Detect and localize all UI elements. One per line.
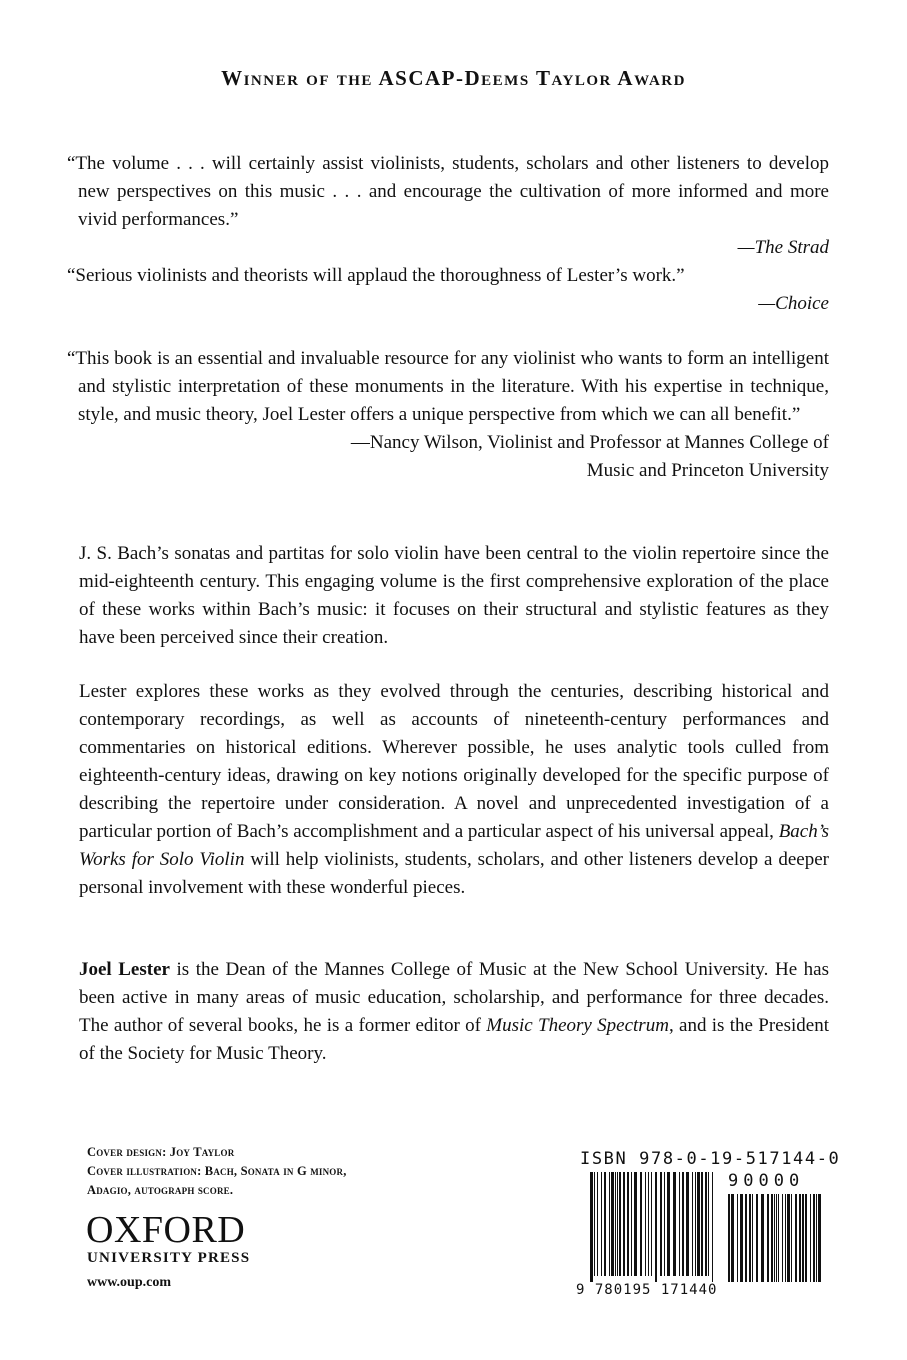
barcode-addon-bar [802, 1194, 804, 1282]
publisher-url: www.oup.com [87, 1275, 172, 1290]
barcode-bar [679, 1172, 680, 1276]
barcode-bar [682, 1172, 684, 1276]
publisher-subtitle: UNIVERSITY PRESS [87, 1250, 251, 1266]
barcode-addon-bar [771, 1194, 773, 1282]
barcode-bar [651, 1172, 652, 1276]
barcode-addon-bar [774, 1194, 775, 1282]
quote-text: “The volume . . . will certainly assist violinists, students, scholars and other listeners to develop new perspectives on this music . . . and encourage the cultivation of more informed and more vivid performances.” [67, 153, 829, 230]
barcode-addon-bar [805, 1194, 807, 1282]
barcode-bar [667, 1172, 670, 1276]
cover-illustration-credit-cont: Adagio, autograph score. [87, 1183, 234, 1197]
barcode-addon-bar [818, 1194, 821, 1282]
barcode-addon-bar [761, 1194, 764, 1282]
barcode-bar [673, 1172, 676, 1276]
barcode-bar [590, 1172, 593, 1282]
barcode-addon-bar [795, 1194, 797, 1282]
barcode-addon-bar [785, 1194, 786, 1282]
barcode-bar [619, 1172, 621, 1276]
barcode-bar [695, 1172, 696, 1276]
barcode-bar [692, 1172, 693, 1276]
barcode-bar [627, 1172, 629, 1276]
review-quote-strad [67, 150, 829, 262]
price-code: 90000 [728, 1171, 805, 1191]
barcode-addon-bar [752, 1194, 753, 1282]
barcode-bar [660, 1172, 662, 1276]
barcode-bar [597, 1172, 598, 1276]
barcode-addon-bar [740, 1194, 743, 1282]
barcode-bar [609, 1172, 610, 1276]
barcode-bar [617, 1172, 618, 1276]
barcode-bar [611, 1172, 614, 1276]
barcode-bar [631, 1172, 632, 1276]
review-quote-wilson [67, 345, 829, 485]
barcode-addon-bar [791, 1194, 792, 1282]
barcode-bar [604, 1172, 606, 1276]
barcode-addon-bar [737, 1194, 738, 1282]
cover-credits [87, 1143, 347, 1200]
barcode-bar [697, 1172, 700, 1276]
publisher-logo: OXFORD [86, 1209, 246, 1251]
barcode-addon-bar [778, 1194, 779, 1282]
barcode-bar [686, 1172, 689, 1276]
barcode-bar [708, 1172, 709, 1276]
barcode-bar [615, 1172, 616, 1276]
barcode-bar [594, 1172, 595, 1276]
quote-source: —The Strad [737, 237, 829, 258]
barcode-bar [601, 1172, 602, 1276]
barcode-bar [705, 1172, 707, 1276]
barcode-addon-bar [813, 1194, 815, 1282]
barcode-bar [664, 1172, 665, 1276]
barcode-addon-bar [756, 1194, 758, 1282]
description-paragraph-1: J. S. Bach’s sonatas and partitas for solo violin have been central to the violin repertoire since the mid-eighteenth century. This engaging volume is the first comprehensive exploration of the place of these works within Bach’s music: it focuses on their structural and stylistic features as they have been perceived since their creation. [79, 543, 829, 648]
quote-source: —Choice [758, 293, 829, 314]
barcode-bar [712, 1172, 713, 1282]
barcode-bar [640, 1172, 642, 1276]
barcode-bar [701, 1172, 703, 1276]
review-quote-choice [67, 262, 829, 318]
barcode-addon-bar [749, 1194, 751, 1282]
barcode-bar [648, 1172, 649, 1276]
barcode-addon-bar [799, 1194, 801, 1282]
author-bio: Joel Lester is the Dean of the Mannes College of Music at the New School University. He has been active in many areas of music education, scholarship, and performance for three decades. The author of several books, he is a former editor of Music Theory Spectrum, and is the President of the Society for Music Theory. [79, 959, 830, 1064]
barcode-addon-bar [728, 1194, 730, 1282]
ean-number: 9 780195 171440 [576, 1282, 718, 1298]
barcode-bar [645, 1172, 646, 1276]
isbn-label: ISBN 978-0-19-517144-0 [580, 1149, 841, 1169]
barcode-addon-bar [816, 1194, 817, 1282]
barcode-addon-bar [745, 1194, 747, 1282]
barcode-bar [655, 1172, 657, 1282]
cover-design-credit: Cover design: Joy Taylor [87, 1145, 235, 1159]
barcode-addon-bar [776, 1194, 777, 1282]
barcode-bar [623, 1172, 625, 1276]
barcode-addon-bar [767, 1194, 769, 1282]
description-paragraph-2: Lester explores these works as they evolved through the centuries, describing historical and contemporary recordings, as well as accounts of nineteenth-century performances and commentaries on historical editions. Wherever possible, he uses analytic tools culled from eighteenth-century ideas, drawing on key notions originally developed for the specific purpose of describing the repertoire under consideration. A novel and unprecedented investigation of a particular portion of Bach’s accomplishment and a particular aspect of his universal appeal, Bach’s Works for Solo Violin will help violinists, students, scholars, and other listeners develop a deeper personal involvement with these wonderful pieces. [79, 681, 830, 898]
quote-text: “Serious violinists and theorists will applaud the thoroughness of Lester’s work.” [67, 265, 685, 286]
barcode-addon-bar [787, 1194, 790, 1282]
barcode-addon-bar [810, 1194, 811, 1282]
barcode-addon-bar [782, 1194, 783, 1282]
author-name: Joel Lester [79, 959, 170, 980]
cover-illustration-credit: Cover illustration: Bach, Sonata in G minor, [87, 1164, 347, 1178]
quote-source: —Nancy Wilson, Violinist and Professor at Mannes College of Music and Princeton University [350, 432, 829, 481]
barcode-bar [634, 1172, 637, 1276]
quote-text: “This book is an essential and invaluable resource for any violinist who wants to form an intelligent and stylistic interpretation of these monuments in the literature. With his expertise in technique, style, and music theory, Joel Lester offers a unique perspective from which we can all benefit.” [67, 348, 829, 425]
award-heading: Winner of the ASCAP-Deems Taylor Award [221, 66, 686, 90]
barcode-addon-bar [731, 1194, 734, 1282]
